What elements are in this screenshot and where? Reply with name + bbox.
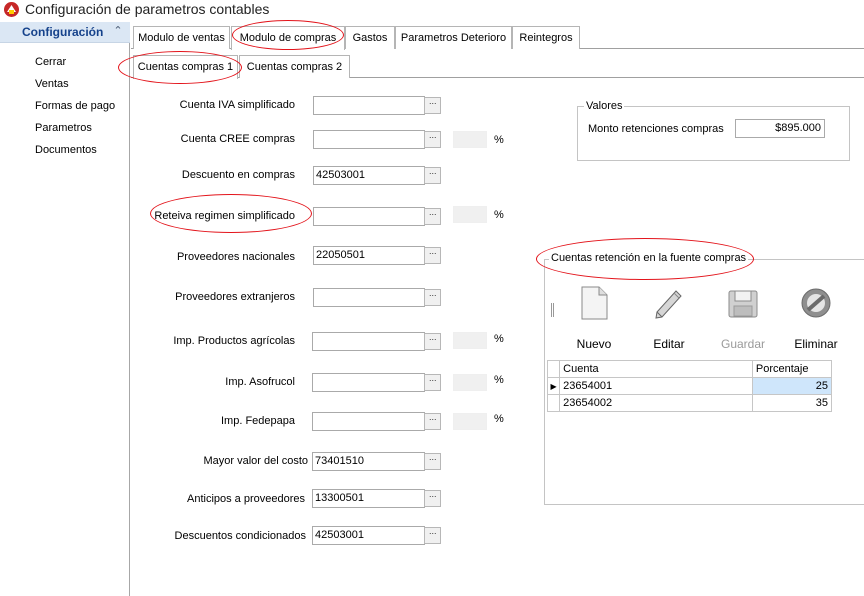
percent-sign: %: [494, 333, 504, 345]
sidebar-header[interactable]: [0, 22, 130, 43]
tab-cuentas-compras-2[interactable]: Cuentas compras 2: [239, 55, 350, 78]
percent-input[interactable]: [453, 206, 487, 223]
sidebar-item-parametros[interactable]: Parametros: [35, 122, 92, 134]
tab-modulo-ventas[interactable]: Modulo de ventas: [133, 26, 230, 49]
browse-button[interactable]: ···: [424, 413, 441, 430]
porcentaje-cell[interactable]: 35: [752, 395, 831, 412]
save-disk-icon: [727, 286, 759, 320]
table-row[interactable]: [548, 378, 832, 395]
nuevo-label: Nuevo: [576, 337, 612, 351]
browse-button[interactable]: ···: [424, 490, 441, 507]
browse-button[interactable]: ···: [424, 289, 441, 306]
field-label: Mayor valor del costo: [203, 455, 308, 467]
row-header-corner: [548, 361, 560, 378]
tab-modulo-compras[interactable]: Modulo de compras: [231, 26, 345, 50]
tab-gastos[interactable]: Gastos: [345, 26, 395, 49]
field-label: Descuentos condicionados: [174, 530, 306, 542]
browse-button[interactable]: ···: [424, 131, 441, 148]
field-label: Descuento en compras: [181, 169, 295, 181]
descuento-en-compras-input[interactable]: 42503001: [313, 166, 425, 185]
monto-retenciones-input[interactable]: $895.000: [735, 119, 825, 138]
field-label: Cuenta CREE compras: [180, 133, 295, 145]
sidebar-item-ventas[interactable]: Ventas: [35, 78, 69, 90]
percent-input[interactable]: [453, 374, 487, 391]
valores-group-title: Valores: [586, 100, 623, 112]
toolbar-grip[interactable]: [551, 303, 554, 317]
imp-asofrucol-input[interactable]: [312, 373, 425, 392]
new-document-icon: [579, 286, 609, 320]
column-header-porcentaje[interactable]: Porcentaje: [752, 361, 831, 378]
reteiva-regimen-simplificado-input[interactable]: [313, 207, 425, 226]
browse-button[interactable]: ···: [424, 374, 441, 391]
sidebar-item-cerrar[interactable]: Cerrar: [35, 56, 67, 68]
field-label: Proveedores extranjeros: [175, 291, 295, 303]
retencion-group-title: Cuentas retención en la fuente compras: [551, 252, 747, 264]
module-tabs: [131, 26, 864, 49]
retencion-grid: [547, 360, 832, 412]
window-title: Configuración de parametros contables: [25, 1, 270, 17]
field-label: Imp. Productos agrícolas: [173, 335, 295, 347]
delete-circle-icon: [799, 286, 833, 320]
cuenta-cree-compras-input[interactable]: [313, 130, 425, 149]
field-label: Anticipos a proveedores: [186, 493, 305, 505]
proveedores-extranjeros-input[interactable]: [313, 288, 425, 307]
sidebar-item-formas-de-pago[interactable]: Formas de pago: [35, 100, 116, 112]
browse-button[interactable]: ···: [424, 527, 441, 544]
mayor-valor-costo-input[interactable]: 73401510: [312, 452, 425, 471]
field-label: Imp. Fedepapa: [221, 415, 295, 427]
sidebar: [0, 22, 130, 596]
browse-button[interactable]: ···: [424, 208, 441, 225]
field-label: Proveedores nacionales: [176, 251, 295, 263]
sidebar-item-documentos[interactable]: Documentos: [35, 144, 97, 156]
monto-retenciones-label: Monto retenciones compras: [588, 123, 724, 135]
eliminar-button[interactable]: [788, 286, 844, 351]
compras-subtabs: [131, 55, 864, 78]
proveedores-nacionales-input[interactable]: 22050501: [313, 246, 425, 265]
percent-input[interactable]: [453, 413, 487, 430]
percent-sign: %: [494, 374, 504, 386]
field-label: Imp. Asofrucol: [225, 376, 295, 388]
tab-reintegros[interactable]: Reintegros: [512, 26, 580, 49]
table-row[interactable]: [548, 395, 832, 412]
eliminar-label: Eliminar: [794, 337, 838, 351]
browse-button[interactable]: ···: [424, 97, 441, 114]
editar-label: Editar: [653, 337, 685, 351]
column-header-cuenta[interactable]: Cuenta: [560, 361, 753, 378]
app-logo-icon: [3, 1, 20, 18]
current-row-arrow-icon: ▶: [548, 378, 560, 395]
cuenta-iva-simplificado-input[interactable]: [313, 96, 425, 115]
percent-sign: %: [494, 209, 504, 221]
descuentos-condicionados-input[interactable]: 42503001: [312, 526, 425, 545]
nuevo-button[interactable]: [568, 286, 620, 351]
pencil-icon: [652, 286, 686, 320]
anticipos-proveedores-input[interactable]: 13300501: [312, 489, 425, 508]
title-bar: [0, 0, 864, 20]
collapse-chevron-icon[interactable]: ⌃: [113, 25, 123, 37]
editar-button[interactable]: [643, 286, 695, 351]
row-header: [548, 395, 560, 412]
percent-sign: %: [494, 134, 504, 146]
cuenta-cell[interactable]: 23654001: [560, 378, 753, 395]
cuenta-cell[interactable]: 23654002: [560, 395, 753, 412]
field-label: Cuenta IVA simplificado: [179, 99, 295, 111]
imp-productos-agricolas-input[interactable]: [312, 332, 425, 351]
browse-button[interactable]: ···: [424, 247, 441, 264]
guardar-label: Guardar: [720, 337, 766, 351]
sidebar-header-label: Configuración: [22, 25, 104, 39]
guardar-button[interactable]: [715, 286, 771, 351]
browse-button[interactable]: ···: [424, 333, 441, 350]
browse-button[interactable]: ···: [424, 453, 441, 470]
imp-fedepapa-input[interactable]: [312, 412, 425, 431]
percent-input[interactable]: [453, 131, 487, 148]
tab-parametros-deterioro[interactable]: Parametros Deterioro: [395, 26, 512, 49]
tab-cuentas-compras-1[interactable]: Cuentas compras 1: [133, 55, 238, 79]
percent-sign: %: [494, 413, 504, 425]
percent-input[interactable]: [453, 332, 487, 349]
field-label: Reteiva regimen simplificado: [154, 210, 295, 222]
browse-button[interactable]: ···: [424, 167, 441, 184]
porcentaje-cell[interactable]: 25: [752, 378, 831, 395]
